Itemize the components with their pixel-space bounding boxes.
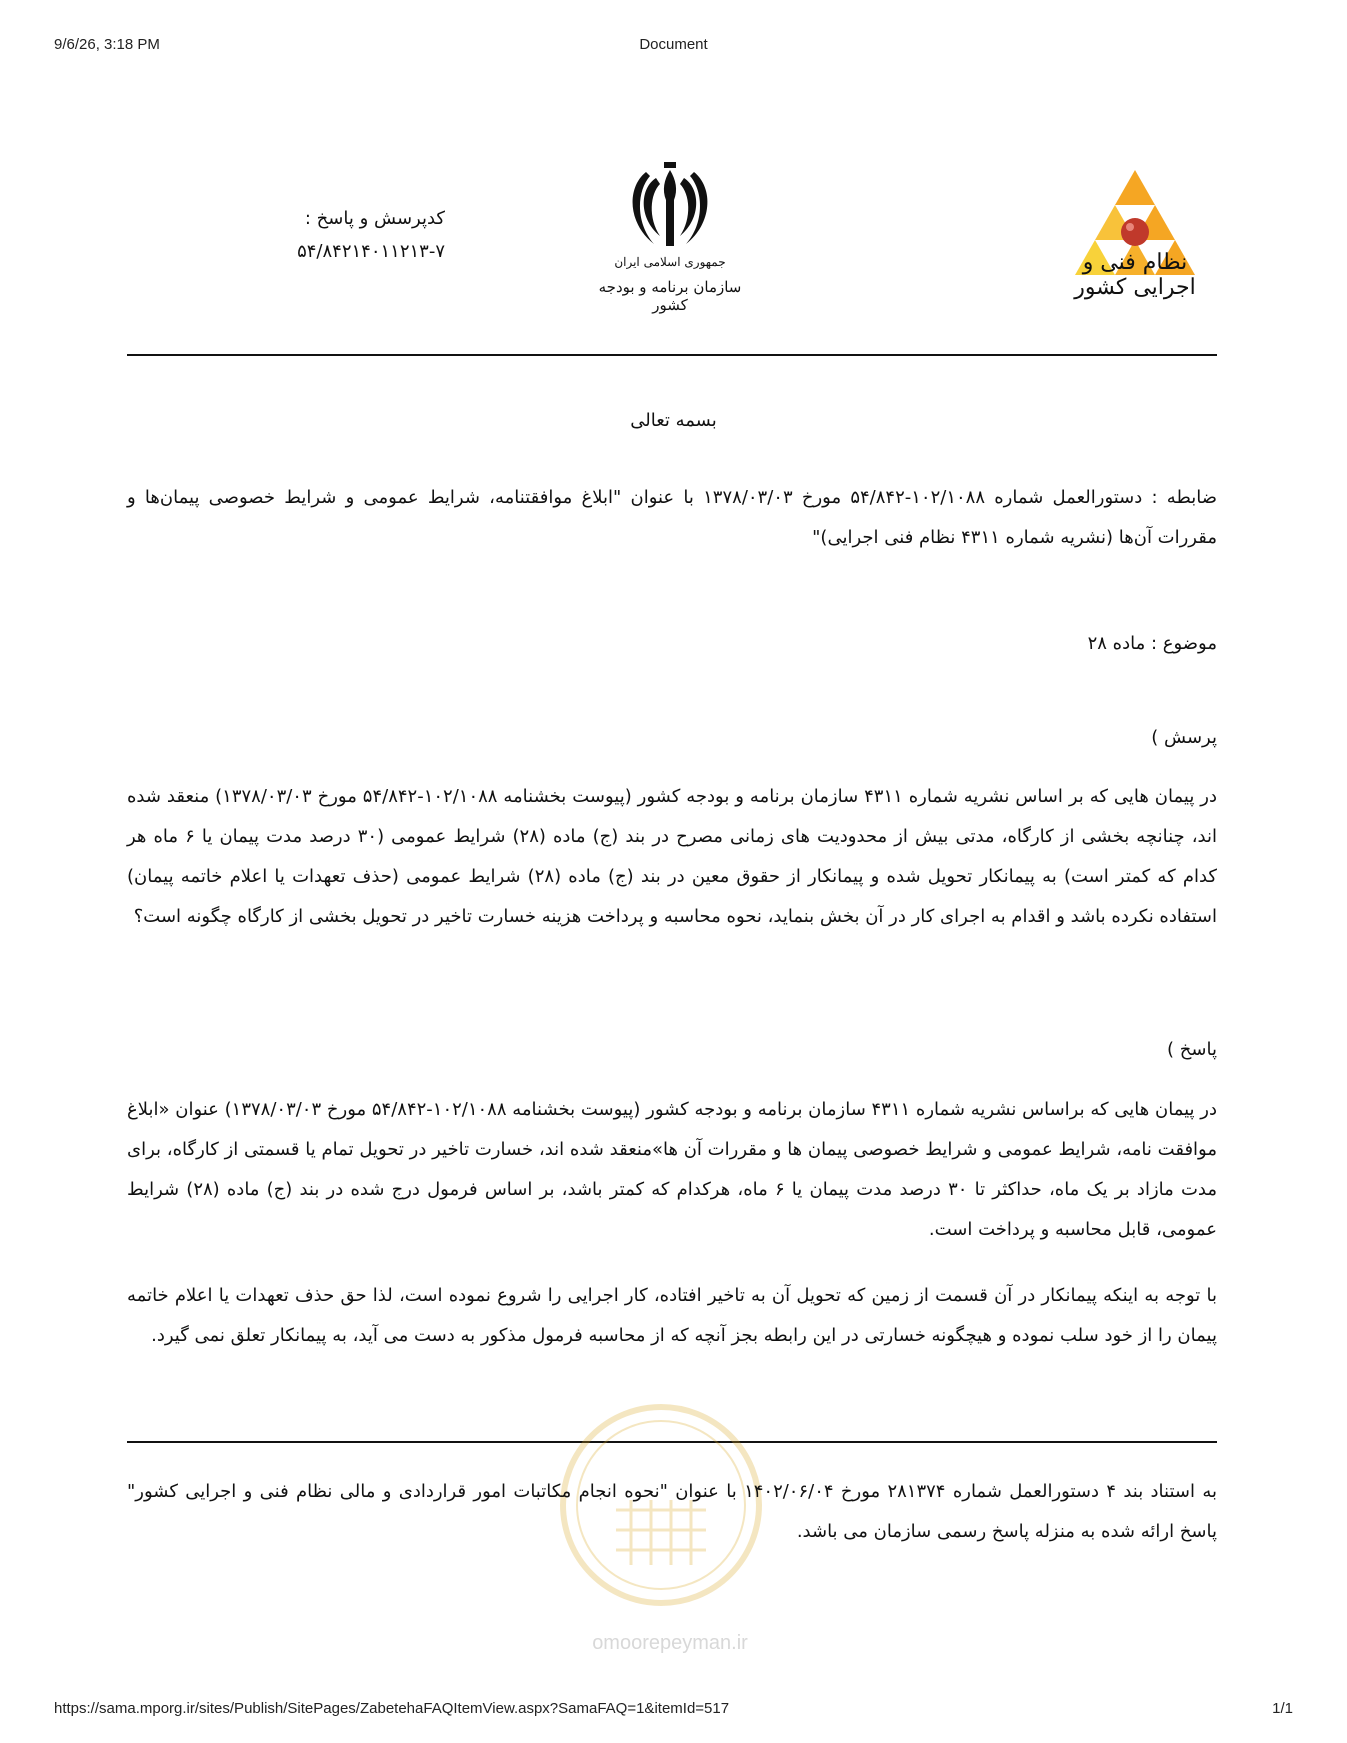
invocation: بسمه تعالی: [630, 410, 717, 431]
question-heading: پرسش ): [1151, 727, 1217, 748]
answer-heading: پاسخ ): [1167, 1039, 1217, 1060]
technical-system-logo-text: نظام فنی و اجرایی کشور: [1074, 250, 1196, 300]
iran-emblem-icon: [620, 158, 720, 258]
regulation-reference: ضابطه : دستورالعمل شماره ۱۰۲/۱۰۸۸-۵۴/۸۴۲ مورخ ۱۳۷۸/۰۳/۰۳ با عنوان "ابلاغ موافقتنامه، شرایط عمومی و شرایط خصوصی پیمان‌ها و مقررات آن‌ها (نشریه شماره ۴۳۱۱ نظام فنی اجرایی)": [127, 487, 1218, 548]
question-text: در پیمان هایی که بر اساس نشریه شماره ۴۳۱۱ سازمان برنامه و بودجه کشور (پیوست بخشنامه ۱۰۲/۱۰۸۸-۵۴/۸۴۲ مورخ ۱۳۷۸/۰۳/۰۳) منعقد شده اند، چنانچه بخشی از کارگاه، مدتی بیش از محدودیت های زمانی مصرح در بند (ج) ماده (۲۸) شرایط عمومی (۳۰ درصد مدت پیمان یا ۶ ماه هر کدام که کمتر است) به پیمانکار تحویل شده و پیمانکار از حقوق معین در بند (ج) ماده (۲۸) شرایط عمومی (حذف تعهدات یا اعلام خاتمه پیمان) استفاده نکرده باشد و اقدام به اجرای کار در آن بخش بنماید، نحوه محاسبه و پرداخت هزینه خسارت تاخیر در تحویل بخشی از کارگاه چگونه است؟: [127, 786, 1218, 927]
print-page-number: 1/1: [1272, 1700, 1293, 1717]
print-footer: [0, 1700, 1347, 1722]
print-header: [0, 36, 1347, 58]
answer-paragraph-2: با توجه به اینکه پیمانکار در آن قسمت از زمین که تحویل آن به تاخیر افتاده، کار اجرایی را شروع نموده است، لذا حق حذف تعهدات یا اعلام خاتمه پیمان را از خود سلب نموده و هیچگونه خسارتی در این رابطه بجز آنچه که از محاسبه فرمول مذکور به دست می آید، به پیمانکار تعلق نمی گیرد.: [127, 1285, 1217, 1346]
qa-code-value: ۵۴/۸۴۲۱۴۰۱۱۲۱۳-۷: [297, 241, 445, 262]
answer-paragraph-1: در پیمان هایی که براساس نشریه شماره ۴۳۱۱ سازمان برنامه و بودجه کشور (پیوست بخشنامه ۱۰۲/۱۰۸۸-۵۴/۸۴۲ مورخ ۱۳۷۸/۰۳/۰۳) عنوان «ابلاغ موافقت نامه، شرایط عمومی و شرایط خصوصی پیمان ها و مقررات آن ها»منعقد شده اند، خسارت تاخیر در تحویل تمام یا قسمتی از کارگاه، برای مدت مازاد بر یک ماه، حداکثر تا ۳۰ درصد مدت پیمان یا ۶ ماه، هرکدام که کمتر باشد، بر اساس فرمول درج شده در بند (ج) ماده (۲۸) شرایط عمومی، قابل محاسبه و پرداخت است.: [127, 1099, 1217, 1240]
qa-code-label: کدپرسش و پاسخ :: [304, 208, 445, 229]
print-date: 9/6/26, 3:18 PM: [54, 36, 160, 53]
qa-code-block: [235, 208, 445, 262]
emblem-line-1: جمهوری اسلامی ایران: [614, 255, 726, 269]
emblem-line-2: سازمان برنامه و بودجه کشور: [598, 278, 742, 314]
print-url: https://sama.mporg.ir/sites/Publish/SitePages/ZabetehaFAQItemView.aspx?SamaFAQ=1&itemId=517: [54, 1700, 730, 1717]
footnote-text: به استناد بند ۴ دستورالعمل شماره ۲۸۱۳۷۴ مورخ ۱۴۰۲/۰۶/۰۴ با عنوان "نحوه انجام مکاتبات امور قراردادی و مالی نظام فنی و اجرایی کشور" پاسخ ارائه شده به منزله پاسخ رسمی سازمان می باشد.: [127, 1481, 1217, 1542]
watermark-text: omoorepeyman.ir: [592, 1632, 748, 1654]
subject-line: موضوع : ماده ۲۸: [1087, 633, 1217, 654]
header-divider: [127, 354, 1217, 356]
print-title: Document: [639, 36, 708, 53]
